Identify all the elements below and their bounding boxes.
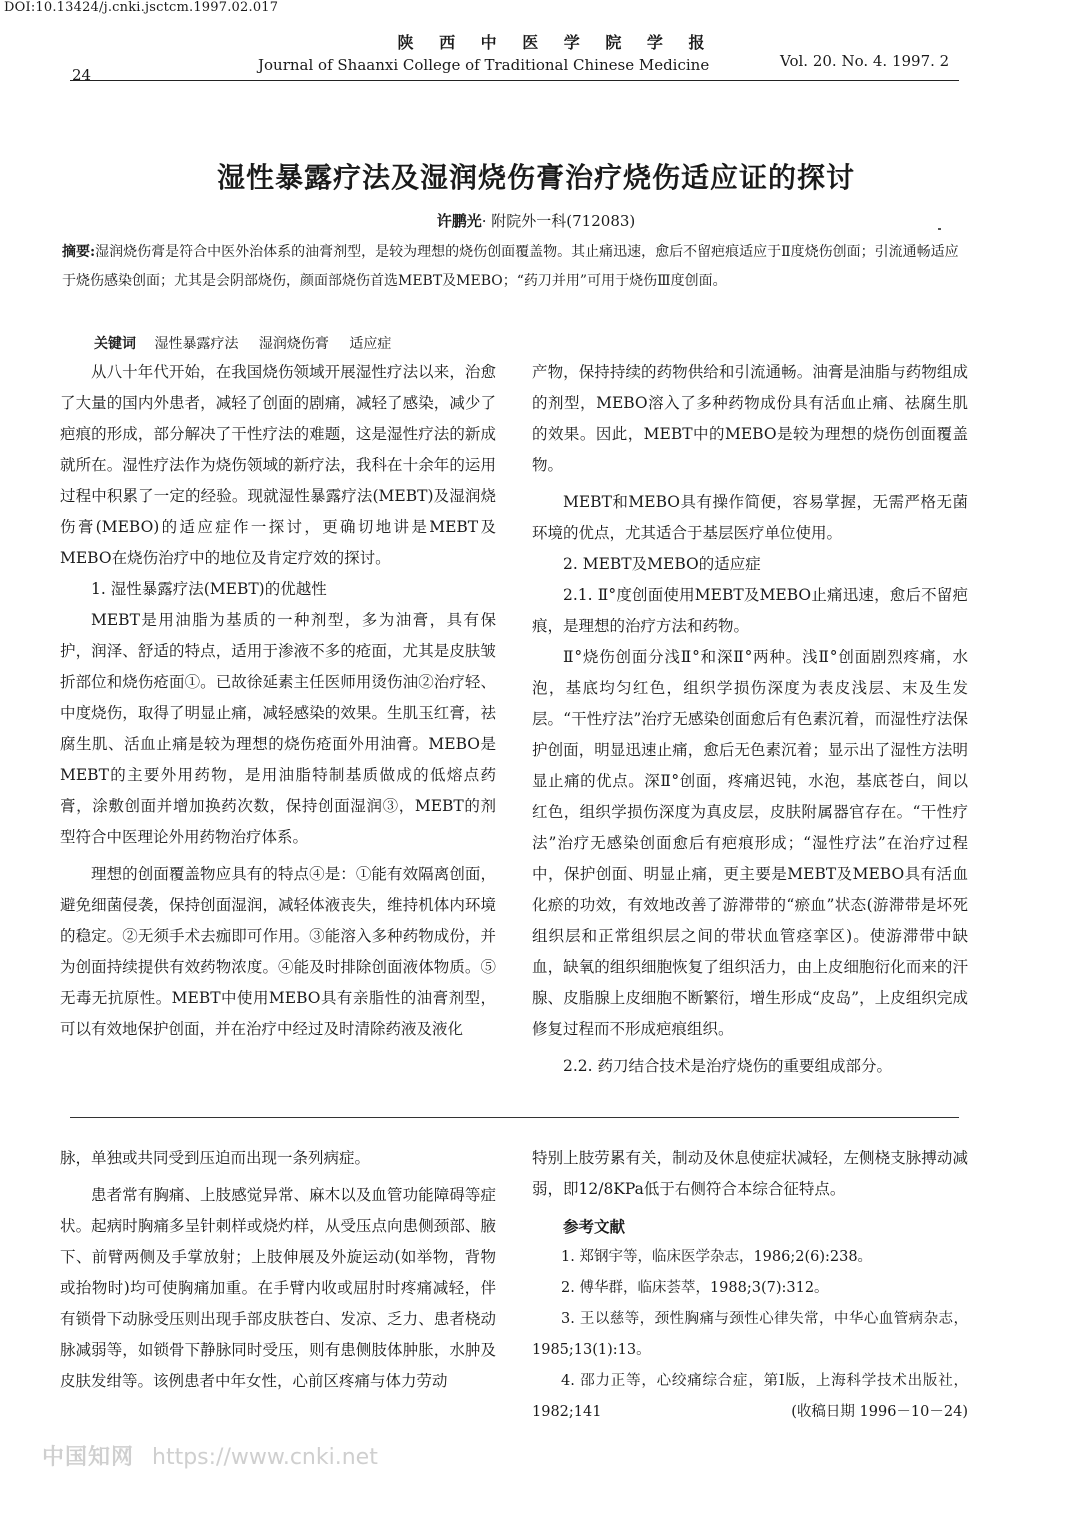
header-rule bbox=[70, 80, 959, 81]
abstract-text: 湿润烧伤膏是符合中医外治体系的油膏剂型，是较为理想的烧伤创面覆盖物。其止痛迅速，愈后不留疤痕适应于Ⅱ度烧伤创面；引流通畅适应于烧伤感染创面；尤其是会阴部烧伤，颜面部烧伤首选MEBT及MEBO；“药刀并用”可用于烧伤Ⅲ度创面。 bbox=[62, 244, 959, 289]
paragraph: MEBT是用油脂为基质的一种剂型，多为油膏，具有保护，润泽、舒适的特点，适用于渗液不多的疮面，尤其是皮肤皱折部位和烧伤疮面①。已故徐延素主任医师用烫伤油②治疗轻、中度烧伤，取得了明显止痛，减轻感染的效果。生肌玉红膏，祛腐生肌、活血止痛是较为理想的烧伤疮面外用油膏。MEBO是MEBT的主要外用药物，是用油脂特制基质做成的低熔点药膏，涂敷创面并增加换药次数，保持创面湿润③，MEBT的剂型符合中医理论外用药物治疗体系。 bbox=[60, 611, 496, 846]
section-divider bbox=[70, 1117, 959, 1118]
section-heading: 1. 湿性暴露疗法(MEBT)的优越性 bbox=[91, 580, 327, 598]
reference-text: 4. 邵力正等，心绞痛综合症，第Ⅰ版，上海科学技术出版社，1982;141 bbox=[532, 1373, 968, 1420]
bottom-left-column bbox=[60, 1143, 496, 1397]
paragraph: MEBT和MEBO具有操作简便，容易掌握，无需严格无菌环境的优点，尤其适合于基层医疗单位使用。 bbox=[532, 493, 968, 542]
paragraph: 患者常有胸痛、上肢感觉异常、麻木以及血管功能障碍等症状。起病时胸痛多呈针刺样或烧灼样，从受压点向患侧颈部、腋下、前臂两侧及手掌放射；上肢伸展及外旋运动(如举物，背物或抬物时)均可使胸痛加重。在手臂内收或屈肘时疼痛减轻，伴有锁骨下动脉受压则出现手部皮肤苍白、发凉、乏力、患者桡动脉减弱等，如锁骨下静脉同时受压，则有患侧肢体肿胀，水肿及皮肤发绀等。该例患者中年女性，心前区疼痛与体力劳动 bbox=[60, 1186, 496, 1390]
reference-item: 2. 傅华群，临床荟萃，1988;3(7):312。 bbox=[561, 1280, 829, 1296]
article-title: 湿性暴露疗法及湿润烧伤膏治疗烧伤适应证的探讨 bbox=[216, 161, 855, 194]
reference-item: 1. 郑钢宇等，临床医学杂志，1986;2(6):238。 bbox=[561, 1249, 873, 1265]
watermark-brand: 中国知网 bbox=[42, 1445, 135, 1470]
paragraph: Ⅱ°烧伤创面分浅Ⅱ°和深Ⅱ°两种。浅Ⅱ°创面剧烈疼痛，水泡，基底均匀红色，组织学损伤深度为表皮浅层、末及生发层。“干性疗法”治疗无感染创面愈后有色素沉着，而湿性疗法保护创面，明显迅速止痛，愈后无色素沉着；显示出了湿性方法明显止痛的优点。深Ⅱ°创面，疼痛迟钝，水泡，基底苍白，间以红色，组织学损伤深度为真皮层，皮肤附属器官存在。“干性疗法”治疗无感染创面愈后有疤痕形成；“湿性疗法”在治疗过程中，保护创面、明显止痛，更主要是MEBT及MEBO具有活血化瘀的功效，有效地改善了游滞带的“瘀血”状态(游滞带是坏死组织层和正常组织层之间的带状血管痉挛区)。使游滞带中缺血，缺氧的组织细胞恢复了组织活力，由上皮细胞衍化而来的汗腺、皮脂腺上皮细胞不断繁衍，增生形成“皮岛”，上皮组织完成修复过程而不形成疤痕组织。 bbox=[532, 648, 968, 1038]
section-heading: 2. MEBT及MEBO的适应症 bbox=[563, 555, 761, 573]
volume-issue: Vol. 20. No. 4. 1997. 2 bbox=[780, 52, 950, 70]
page-number: 24 bbox=[72, 66, 92, 84]
cnki-watermark bbox=[42, 1440, 378, 1471]
keywords bbox=[94, 333, 407, 353]
subsection-heading: 2.2. 药刀结合技术是治疗烧伤的重要组成部分。 bbox=[563, 1057, 893, 1075]
keyword: 适应症 bbox=[349, 336, 392, 352]
watermark-url: https://www.cnki.net bbox=[152, 1445, 378, 1470]
paragraph: 特别上肢劳累有关，制动及休息使症状减轻，左侧桡支脉搏动减弱，即12/8KPa低于右侧符合本综合征特点。 bbox=[532, 1149, 968, 1198]
paragraph: 理想的创面覆盖物应具有的特点④是：①能有效隔离创面，避免细菌侵袭，保持创面湿润，减轻体液丧失，维持机体内环境的稳定。②无须手术去痂即可作用。③能溶入多种药物成份，并为创面持续提供有效药物浓度。④能及时排除创面液体物质。⑤无毒无抗原性。MEBT中使用MEBO具有亲脂性的油膏剂型，可以有效地保护创面，并在治疗中经过及时清除药液及液化 bbox=[60, 865, 496, 1038]
keyword: 湿性暴露疗法 bbox=[154, 336, 239, 352]
abstract-label: 摘要: bbox=[62, 244, 96, 260]
author-affiliation: · 附院外一科(712083) bbox=[481, 212, 636, 230]
paragraph: 从八十年代开始，在我国烧伤领域开展湿性疗法以来，治愈了大量的国内外患者，减轻了创面的剧痛，减轻了感染，减少了疤痕的形成，部分解决了干性疗法的难题，这是湿性疗法的新成就所在。湿性疗法作为烧伤领域的新疗法，我科在十余年的运用过程中积累了一定的经验。现就湿性暴露疗法(MEBT)及湿润烧伤膏(MEBO)的适应症作一探讨，更确切地讲是MEBT及MEBO在烧伤治疗中的地位及肯定疗效的探讨。 bbox=[60, 363, 496, 567]
bottom-right-column bbox=[532, 1143, 968, 1428]
references-heading: 参考文献 bbox=[563, 1217, 626, 1236]
abstract bbox=[62, 238, 970, 296]
left-column bbox=[60, 357, 496, 1045]
author-line bbox=[0, 210, 1072, 231]
keywords-label: 关键词 bbox=[94, 336, 136, 352]
scan-speck bbox=[938, 228, 941, 230]
subsection-heading: 2.1. Ⅱ°度创面使用MEBT及MEBO止痛迅速，愈后不留疤痕，是理想的治疗方法和药物。 bbox=[532, 586, 968, 635]
doi-line: DOI:10.13424/j.cnki.jsctcm.1997.02.017 bbox=[4, 0, 279, 15]
journal-title-chinese: 陕 西 中 医 学 院 学 报 bbox=[397, 33, 715, 52]
journal-title-english: Journal of Shaanxi College of Traditional Chinese Medicine bbox=[258, 56, 710, 74]
author-name: 许鹏光 bbox=[436, 212, 482, 230]
paragraph: 产物，保持持续的药物供给和引流通畅。油膏是油脂与药物组成的剂型，MEBO溶入了多种药物成份具有活血止痛、祛腐生肌的效果。因此，MEBT中的MEBO是较为理想的烧伤创面覆盖物。 bbox=[532, 363, 968, 474]
right-column bbox=[532, 357, 968, 1082]
paragraph: 脉，单独或共同受到压迫而出现一条列病症。 bbox=[60, 1149, 371, 1167]
reference-item: 3. 王以慈等，颈性胸痛与颈性心律失常，中华心血管病杂志，1985;13(1):13。 bbox=[532, 1311, 968, 1358]
reference-item bbox=[532, 1366, 968, 1428]
received-date: (收稿日期 1996－10－24) bbox=[791, 1404, 968, 1420]
keyword: 湿润烧伤膏 bbox=[258, 336, 329, 352]
